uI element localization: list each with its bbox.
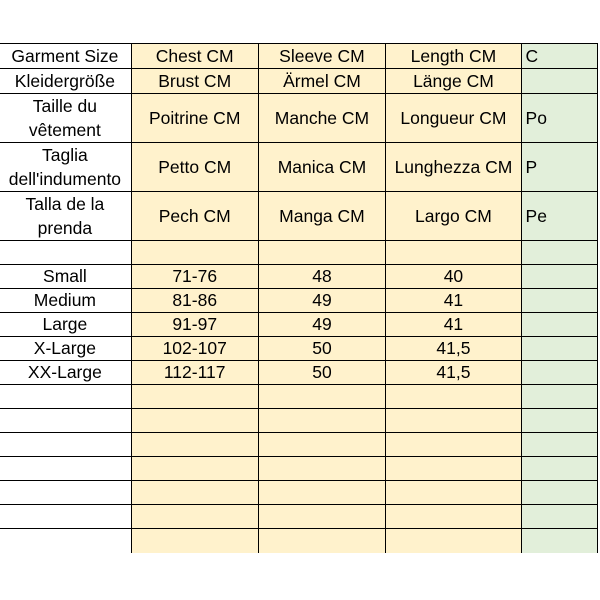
header-cell-sleeve[interactable]: Manica CM [258,143,386,192]
header-cell-chest[interactable]: Chest CM [131,44,258,69]
empty-cell[interactable] [521,505,597,529]
header-cell-partial[interactable]: C [521,44,597,69]
header-cell-partial[interactable]: Pe [521,192,597,241]
sleeve-value-cell[interactable]: 49 [258,313,386,337]
empty-cell[interactable] [258,505,386,529]
sleeve-value-cell[interactable]: 50 [258,361,386,385]
size-row [0,337,598,361]
empty-cell[interactable] [131,385,258,409]
size-row [0,361,598,385]
empty-row [0,433,598,457]
empty-cell[interactable] [0,457,131,481]
header-cell-length[interactable]: Longueur CM [386,94,521,143]
size-name-cell[interactable]: Medium [0,289,131,313]
header-cell-garment-size[interactable]: Kleidergröße [0,69,131,94]
header-cell-chest[interactable]: Poitrine CM [131,94,258,143]
empty-row [0,481,598,505]
empty-cell[interactable] [131,505,258,529]
header-cell-garment-size[interactable]: Garment Size [0,44,131,69]
size-row [0,313,598,337]
length-value-cell[interactable]: 40 [386,265,521,289]
empty-row [0,529,598,555]
header-cell-chest[interactable]: Brust CM [131,69,258,94]
empty-cell[interactable] [258,433,386,457]
length-value-cell[interactable]: 41 [386,289,521,313]
length-value-cell[interactable]: 41 [386,313,521,337]
chest-value-cell[interactable]: 91-97 [131,313,258,337]
empty-cell[interactable] [0,529,131,555]
size-chart-table [0,43,598,555]
empty-row [0,457,598,481]
partial-value-cell[interactable] [521,337,597,361]
chest-value-cell[interactable]: 81-86 [131,289,258,313]
empty-cell[interactable] [521,241,597,265]
header-cell-garment-size[interactable]: Talla de la prenda [0,192,131,241]
empty-cell[interactable] [258,457,386,481]
sleeve-value-cell[interactable]: 48 [258,265,386,289]
header-cell-length[interactable]: Length CM [386,44,521,69]
empty-row [0,505,598,529]
header-cell-partial[interactable]: P [521,143,597,192]
length-value-cell[interactable]: 41,5 [386,361,521,385]
header-row [0,69,598,94]
empty-cell[interactable] [521,481,597,505]
empty-cell[interactable] [258,385,386,409]
partial-value-cell[interactable] [521,265,597,289]
size-name-cell[interactable]: Small [0,265,131,289]
size-name-cell[interactable]: XX-Large [0,361,131,385]
empty-cell[interactable] [386,505,521,529]
header-cell-sleeve[interactable]: Sleeve CM [258,44,386,69]
empty-row [0,409,598,433]
header-cell-length[interactable]: Largo CM [386,192,521,241]
length-value-cell[interactable]: 41,5 [386,337,521,361]
size-name-cell[interactable]: Large [0,313,131,337]
empty-row [0,241,598,265]
empty-cell[interactable] [258,241,386,265]
empty-cell[interactable] [258,409,386,433]
header-cell-length[interactable]: Lunghezza CM [386,143,521,192]
header-cell-sleeve[interactable]: Manche CM [258,94,386,143]
chest-value-cell[interactable]: 102-107 [131,337,258,361]
chest-value-cell[interactable]: 71-76 [131,265,258,289]
empty-cell[interactable] [0,481,131,505]
header-row [0,94,598,143]
empty-cell[interactable] [521,457,597,481]
header-cell-chest[interactable]: Petto CM [131,143,258,192]
empty-cell[interactable] [131,529,258,555]
header-cell-partial[interactable]: Po [521,94,597,143]
header-cell-garment-size[interactable]: Taglia dell'indumento [0,143,131,192]
empty-cell[interactable] [131,241,258,265]
empty-cell[interactable] [521,385,597,409]
empty-cell[interactable] [131,481,258,505]
sleeve-value-cell[interactable]: 50 [258,337,386,361]
header-cell-sleeve[interactable]: Ärmel CM [258,69,386,94]
empty-cell[interactable] [386,481,521,505]
empty-cell[interactable] [386,529,521,555]
empty-row [0,385,598,409]
size-name-cell[interactable]: X-Large [0,337,131,361]
header-cell-length[interactable]: Länge CM [386,69,521,94]
header-cell-chest[interactable]: Pech CM [131,192,258,241]
header-row [0,192,598,241]
chest-value-cell[interactable]: 112-117 [131,361,258,385]
empty-cell[interactable] [258,481,386,505]
empty-cell[interactable] [386,457,521,481]
empty-cell[interactable] [131,433,258,457]
empty-cell[interactable] [0,385,131,409]
empty-cell[interactable] [521,433,597,457]
empty-cell[interactable] [386,409,521,433]
empty-cell[interactable] [258,529,386,555]
page-blank-area [0,553,600,600]
empty-cell[interactable] [386,385,521,409]
header-cell-sleeve[interactable]: Manga CM [258,192,386,241]
empty-cell[interactable] [0,505,131,529]
partial-value-cell[interactable] [521,313,597,337]
empty-cell[interactable] [0,241,131,265]
header-row [0,143,598,192]
empty-cell[interactable] [521,529,597,555]
empty-cell[interactable] [131,457,258,481]
sleeve-value-cell[interactable]: 49 [258,289,386,313]
empty-cell[interactable] [0,409,131,433]
header-cell-partial[interactable] [521,69,597,94]
empty-cell[interactable] [521,409,597,433]
header-row [0,44,598,69]
empty-cell[interactable] [0,433,131,457]
size-row [0,289,598,313]
partial-value-cell[interactable] [521,289,597,313]
empty-cell[interactable] [131,409,258,433]
empty-cell[interactable] [386,241,521,265]
empty-cell[interactable] [386,433,521,457]
size-row [0,265,598,289]
partial-value-cell[interactable] [521,361,597,385]
header-cell-garment-size[interactable]: Taille du vêtement [0,94,131,143]
